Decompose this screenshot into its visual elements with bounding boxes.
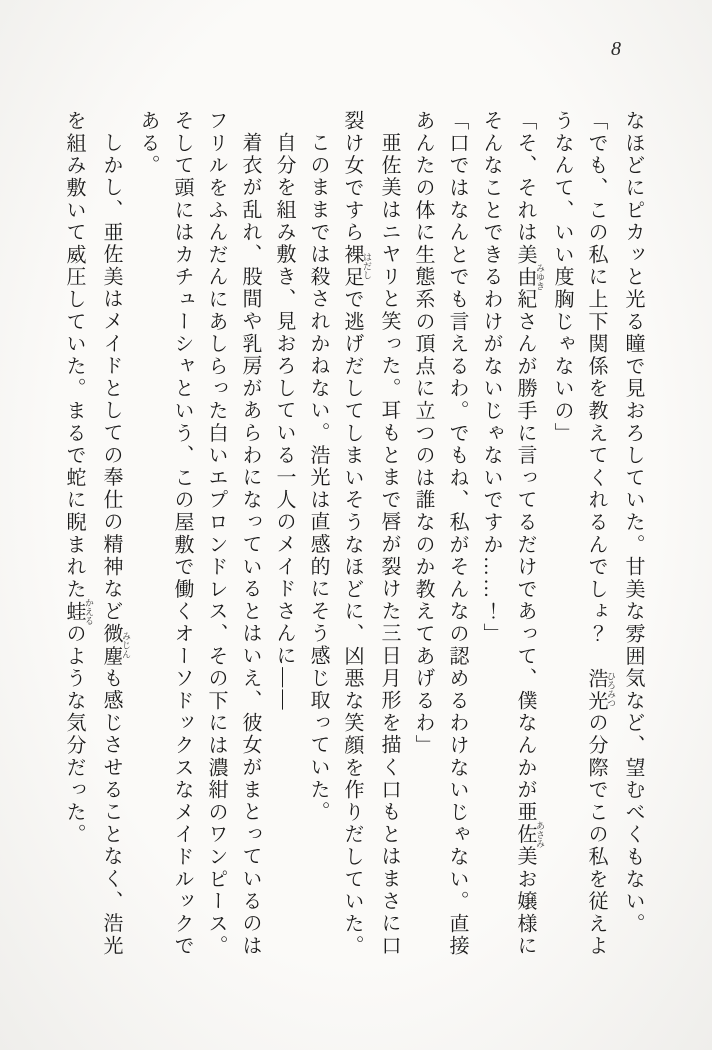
text-column-7: あんたの体に生態系の頂点に立つのは誰なのか教えてあげるわ」 bbox=[412, 110, 434, 757]
ruby-word: 美由紀 みゆき bbox=[514, 243, 545, 311]
ruby-word: 裸足 はだし bbox=[341, 243, 372, 289]
ruby-word: 浩光 ひろみつ bbox=[585, 667, 616, 713]
text-column-4: 「そ、それは美由紀 みゆきさんが勝手に言ってるだけであって、僕なんかが亜佐美 あさみお嬢様に bbox=[514, 110, 545, 958]
text-column-10: このままでは殺されかねない。浩光は直感的にそう感じ取っていた。 bbox=[307, 132, 329, 824]
text-column-11: 自分を組み敷き、見おろしている一人のメイドさんに―― bbox=[273, 132, 295, 712]
text-column-9: 裂け女ですら裸足 はだしで逃げだしてしまいそうなほどに、凶悪な笑顔を作りだしていた。 bbox=[341, 110, 372, 958]
text-column-8: 亜佐美はニヤリと笑った。耳もとまで唇が裂けた三日月形を描く口もとはまさに口 bbox=[378, 132, 400, 958]
ruby-word: 蛙 かえる bbox=[63, 598, 94, 626]
text-column-2: 「でも、この私に上下関係を教えてくれるんでしょ？ 浩光 ひろみつの分際でこの私を従えよ bbox=[585, 110, 616, 958]
text-block bbox=[57, 110, 650, 968]
ruby-word: 亜佐美 あさみ bbox=[514, 801, 545, 869]
text-column-15: ある。 bbox=[137, 110, 159, 177]
text-column-13: フリルをふんだんにあしらった白いエプロンドレス、その下には濃紺のワンピース。 bbox=[205, 110, 227, 958]
text-column-5: そんなことできるわけがないじゃないですか……！」 bbox=[480, 110, 502, 646]
text-column-14: そして頭にはカチューシャという、この屋敷で働くオーソドックスなメイドルックで bbox=[171, 110, 193, 958]
text-column-3: うなんて、いい度胸じゃないの」 bbox=[551, 110, 573, 445]
page-number: 8 bbox=[611, 38, 621, 60]
text-column-6: 「口ではなんとでも言えるわ。でもね、私がそんなの認めるわけないじゃない。直接 bbox=[446, 110, 468, 958]
ruby-word: 微塵 みじん bbox=[100, 622, 131, 668]
text-column-1: なほどにピカッと光る瞳で見おろしていた。甘美な雰囲気など、望むべくもない。 bbox=[622, 110, 644, 936]
text-column-16: しかし、亜佐美はメイドとしての奉仕の精神など微塵 みじんも感じさせることなく、浩光 bbox=[100, 132, 131, 958]
text-column-17: を組み敷いて威圧していた。まるで蛇に睨まれた蛙 かえるのような気分だった。 bbox=[63, 110, 94, 846]
text-column-12: 着衣が乱れ、股間や乳房があらわになっているとはいえ、彼女がまとっているのは bbox=[239, 132, 261, 958]
